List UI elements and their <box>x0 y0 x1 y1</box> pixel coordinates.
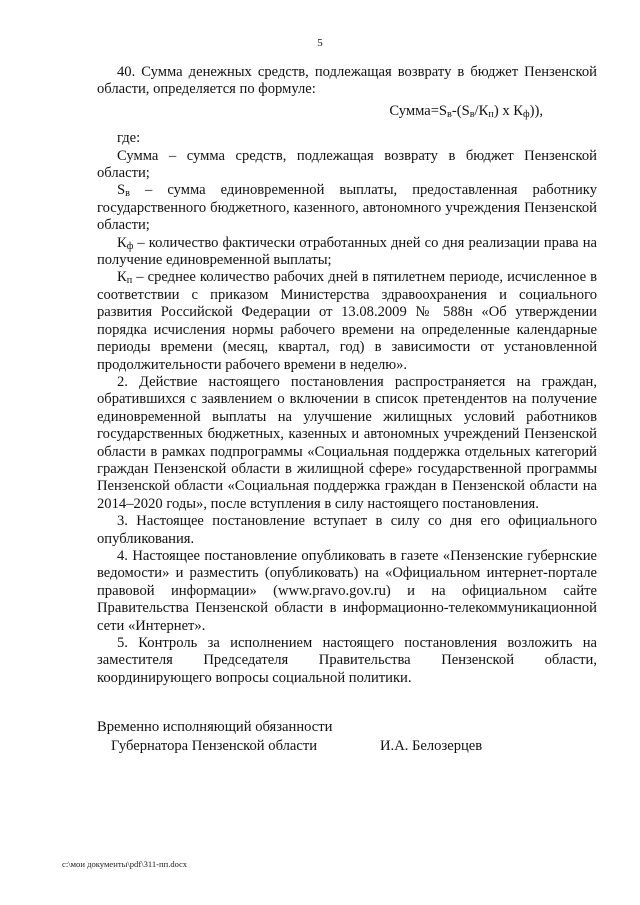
paragraph-2: 2. Действие настоящего постановления распространяется на граждан, обратившихся с заявлением о включении в список претендентов на получение единовременной выплаты на улучшение жилищных условий работников государственных бюджетных, казенных и автономных учреждений Пензенской области в рамках подпрограммы «Социальная поддержка отдельных категорий граждан Пензенской области в жилищной сфере» государственной программы Пензенской области «Социальная поддержка граждан в Пензенской области на 2014–2020 годы», после вступления в силу настоящего постановления. <box>97 373 597 512</box>
signature-role-line1: Временно исполняющий обязанности <box>97 719 333 735</box>
signature-role-line2: Губернатора Пензенской области <box>111 738 318 754</box>
formula-tail: )), <box>529 102 543 119</box>
intro-paragraph: 40. Сумма денежных средств, подлежащая возврату в бюджет Пензенской области, определяется по формуле: <box>97 64 597 98</box>
definition-text: – сумма единовременной выплаты, предоставленная работнику государственного бюджетного, казенного, автономного учреждения Пензенской области; <box>97 182 597 234</box>
definition-symbol: К <box>117 234 127 251</box>
paragraph-3: 3. Настоящее постановление вступает в силу со дня его официального опубликования. <box>97 513 597 547</box>
page-number: 5 <box>317 37 323 49</box>
definition-symbol-sub: в <box>125 188 130 200</box>
document-body <box>97 64 597 687</box>
formula-sub: в <box>447 108 452 120</box>
definition-symbol-sub: ф <box>126 240 134 252</box>
definition-text: – среднее количество рабочих дней в пятилетнем периоде, исчисленное в соответствии с приказом Министерства здравоохранения и социального развития Российской Федерации от 13.08.2009 № 588н «Об утверждении порядка исчисления нормы рабочего времени на определенные календарные периоды времени (месяц, квартал, год) в зависимости от установленной продолжительности рабочего времени в неделю». <box>97 269 597 373</box>
definition-sv <box>97 182 597 234</box>
definition-text: – количество фактически отработанных дней со дня реализации права на получение единовременной выплаты; <box>97 234 597 269</box>
formula <box>97 103 597 120</box>
definition-sum <box>97 148 597 183</box>
formula-sub: ф <box>523 108 530 120</box>
definition-kp <box>97 269 597 373</box>
footer-file-path: c:\мои документы\pdf\311-пп.docx <box>62 859 188 869</box>
formula-sub: п <box>488 108 494 120</box>
paragraph-5: 5. Контроль за исполнением настоящего постановления возложить на заместителя Председателя Правительства Пензенской области, координирующего вопросы социальной политики. <box>97 635 597 686</box>
formula-part: /К <box>474 102 489 119</box>
paragraph-4: 4. Настоящее постановление опубликовать в газете «Пензенские губернские ведомости» и разместить (опубликовать) на «Официальном интернет-портале правовой информации» (www.pravo.gov.ru) и на официальном сайте Правительства Пензенской области в информационно-телекоммуникационной сети «Интернет». <box>97 547 597 634</box>
definition-symbol-sub: п <box>126 275 133 287</box>
formula-lead: Сумма=S <box>389 102 448 119</box>
definition-symbol: S <box>117 182 126 199</box>
signature-name: И.А. Белозерцев <box>380 738 483 754</box>
definition-symbol: К <box>117 269 127 286</box>
where-label: где: <box>117 130 141 147</box>
formula-part: ) х К <box>493 102 523 119</box>
definition-text: Сумма – сумма средств, подлежащая возврату в бюджет Пензенской области; <box>97 147 597 182</box>
formula-sub: в <box>469 108 475 120</box>
definition-kf <box>97 235 597 270</box>
formula-part: -(S <box>451 102 470 119</box>
